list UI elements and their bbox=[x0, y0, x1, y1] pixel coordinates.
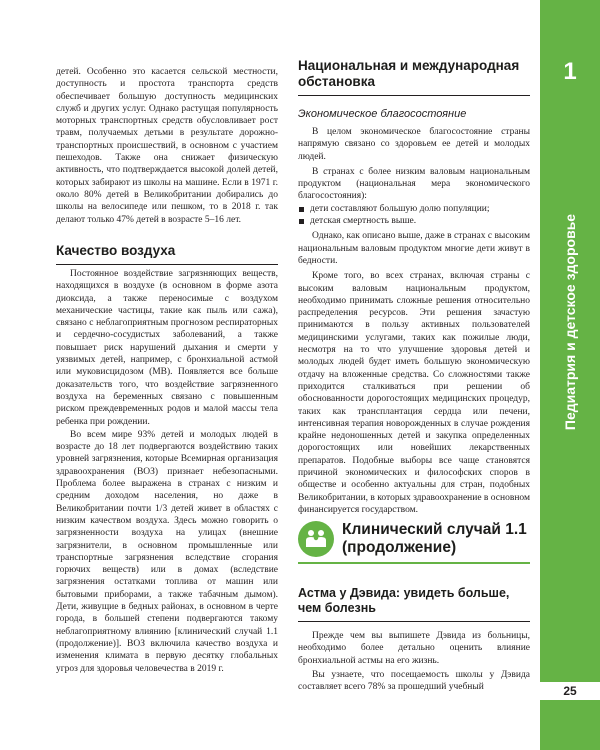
case-paragraph-2: Вы узнаете, что посещаемость школы у Дэвида составляет всего 78% за прошедший учебный bbox=[298, 669, 530, 693]
case-subheading-block bbox=[298, 586, 530, 622]
chapter-number: 1 bbox=[563, 58, 577, 85]
economic-paragraph-3: Однако, как описано выше, даже в странах с высоким национальным валовым продуктом многие дети живут в бедности. bbox=[298, 231, 530, 266]
economic-paragraph-1: В целом экономическое благосостояние страны напрямую связано со здоровьем ее детей и молодых людей. bbox=[298, 127, 530, 162]
economic-paragraph-2: В странах с более низким валовым национальным продуктом (национальная мера экономического благосостояния): bbox=[298, 166, 530, 202]
air-quality-heading-rule bbox=[56, 264, 278, 265]
bullet-item: детская смертность выше. bbox=[298, 215, 530, 227]
bullet-square-icon bbox=[299, 207, 304, 212]
economic-paragraph-4: Кроме того, во всех странах, включая страны с высоким валовым национальным продуктом, необходимо принимать сложные решения относительно распределения ресурсов. Эти решения зачастую принимаются в пользу активных пользователей медицинскими услугами, таких как пожилые люди, несмотря на то что улучшение здоровья детей и молодых людей будет иметь большую экономическую отдачу на вложенные средства. Со сложностями также приходится сталкиваться при решении об обоснованности дорогостоящих медицинских процедур, таких как трансплантация сердца или печени, интенсивная терапия новорожденных в случае рождения крайне недоношенных детей и закупка определенных дорогостоящих или новейших лекарственных препаратов. Подобные выборы все чаще становятся причиной экономических и философских споров в обществе и особенно актуальны для стран, подобных Великобритании, в которых здравоохранение в основном финансируется государством. bbox=[298, 271, 530, 515]
economic-subheading: Экономическое благосостояние bbox=[298, 108, 467, 120]
transport-paragraph: детей. Особенно это касается сельской местности, доступность и простота транспорта средств обеспечивает большую доступность медицинских служб и других услуг. Однако растущая популярность моторных транспортных средств обусловливает рост травм, получаемых детьми в результате дорожно-транспортных происшествий, в основном с участием пешеходов. Также она снижает физическую активность, что подтверждается высокой долей детей, которых забирают из школы на машине. Если в 1971 г. около 80% детей в Великобритании добирались до школы на велосипеде или пешком, то в 2018 г. так делают только 47% детей в возрасте 5–16 лет. bbox=[56, 67, 278, 225]
case-subheading: Астма у Дэвида: увидеть больше, чем болезнь bbox=[298, 586, 510, 615]
page-number: 25 bbox=[540, 682, 600, 700]
air-quality-paragraph-1: Постоянное воздействие загрязняющих веществ, находящихся в воздухе (в основном в форме азота диоксида, а также переносимые с воздухом механические частицы, такие как пыль или сажа), связано с неблагоприятным прогнозом респираторных и сердечно-сосудистых заболеваний, а также повышает риск нарушений дыхания и смерти у уязвимых детей, например, с бронхиальной астмой или муковисцидозом (МВ). Появляется все больше доказательств того, что воздействие загрязненного воздуха на беременных связано с повышенным риском преждевременных родов и малой массы тела ребенка при рождении. bbox=[56, 269, 278, 427]
air-quality-paragraph-2: Во всем мире 93% детей и молодых людей в возрасте до 18 лет подвергаются воздействию таких уровней загрязнения, которые Всемирная организация здравоохранения (ВОЗ) признает небезопасными. Проблема более выражена в странах с низким и средним доходом населения, но даже в Великобритании почти 1/3 детей живет в областях с низким качеством воздуха. Здесь можно говорить о загрязненности воздуха на улицах (внешние загрязнители, в основном промышленные или транспортные загрязнения вследствие сгорания горючих веществ) или в домах (вследствие загрязнения остатками топлива от машин или бытовыми приборами, а также табачным дымом). Дети, живущие в бедных районах, в основном в черте города, в большей степени подвергаются такому неблагоприятному влиянию [клинический случай 1.1 (продолжение)]. ВОЗ включила качество воздуха и изменения климата в первую десятку глобальных угроз для здоровья человечества в 2019 г. bbox=[56, 429, 278, 674]
people-group-icon bbox=[298, 521, 334, 557]
air-quality-heading: Качество воздуха bbox=[56, 243, 176, 258]
national-heading-block bbox=[298, 58, 530, 96]
national-heading-rule bbox=[298, 95, 530, 96]
clinical-case-header bbox=[298, 521, 530, 564]
clinical-case-title: Клинический случай 1.1 (продолжение) bbox=[342, 521, 527, 556]
bullet-item: дети составляют большую долю популяции; bbox=[298, 203, 530, 215]
chapter-title: Педиатрия и детское здоровье bbox=[562, 213, 578, 431]
case-subheading-rule bbox=[298, 621, 530, 622]
national-heading: Национальная и международная обстановка bbox=[298, 58, 520, 89]
economic-bullet-list bbox=[298, 203, 530, 228]
air-quality-heading-block bbox=[56, 243, 278, 265]
bullet-square-icon bbox=[299, 219, 304, 224]
case-paragraph-1: Прежде чем вы выпишете Дэвида из больницы, необходимо более детально оценить влияние бронхиальной астмы на его жизнь. bbox=[298, 631, 530, 666]
